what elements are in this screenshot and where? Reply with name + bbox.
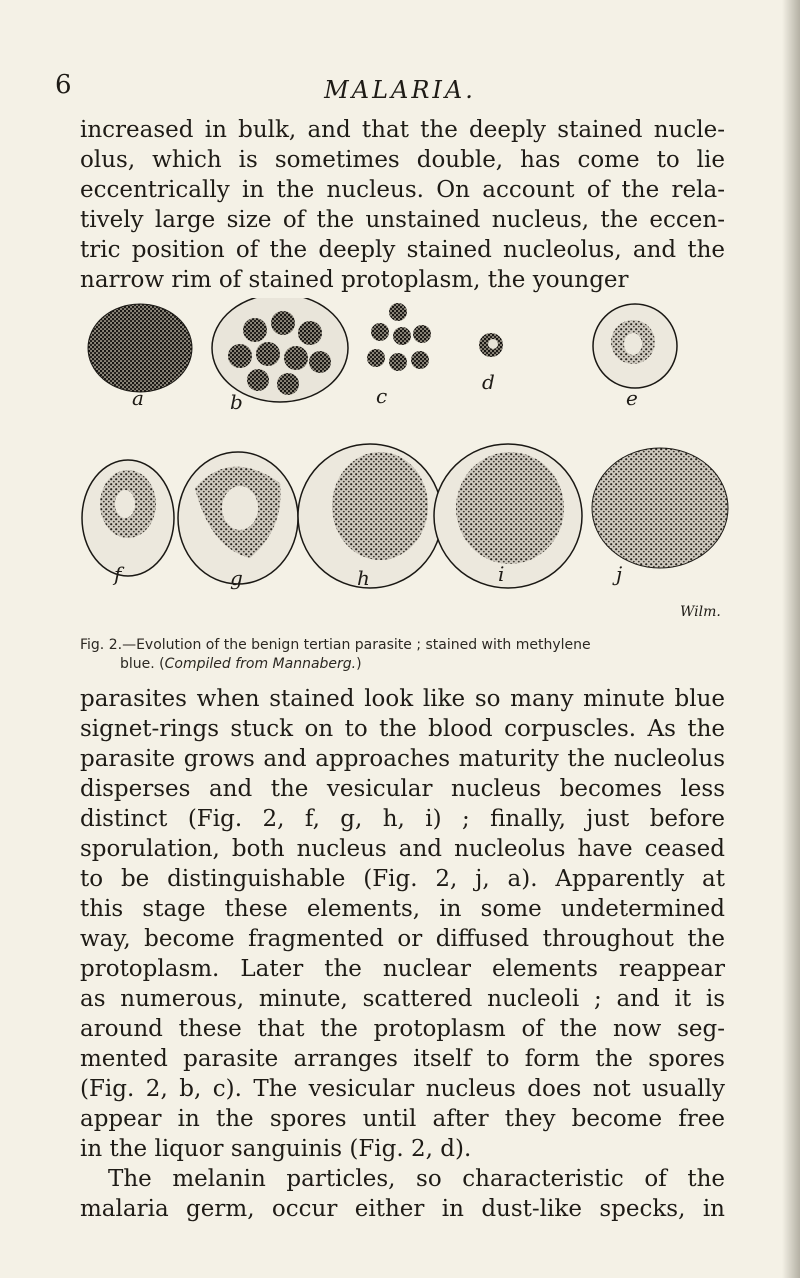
parasite-b (212, 298, 348, 402)
figure-caption (80, 636, 730, 674)
page-number: 6 (55, 70, 72, 100)
text-line: as numerous, minute, scattered nucleoli ; and it is (80, 986, 725, 1012)
text-line: parasite grows and approaches maturity the nucleolus (80, 746, 725, 772)
engraver-signature: Wilm. (680, 604, 721, 620)
parasite-i (434, 444, 582, 588)
running-head: MALARIA. (324, 76, 476, 104)
parasite-j (592, 448, 728, 568)
text-line: olus, which is sometimes double, has come to lie (80, 147, 725, 173)
text-line: narrow rim of stained protoplasm, the younger (80, 267, 629, 293)
text-line: way, become fragmented or diffused throughout the (80, 926, 725, 952)
figure-2 (80, 298, 730, 628)
figure-label-i: i (498, 562, 505, 586)
text-line: (Fig. 2, b, c). The vesicular nucleus does not usually (80, 1076, 725, 1102)
caption-line: Fig. 2.—Evolution of the benign tertian parasite ; stained with methylene (80, 637, 591, 653)
text-line: protoplasm. Later the nuclear elements reappear (80, 956, 725, 982)
text-line: around these that the protoplasm of the now seg- (80, 1016, 725, 1042)
parasite-e (593, 304, 677, 388)
text-line: disperses and the vesicular nucleus becomes less (80, 776, 725, 802)
text-line: eccentrically in the nucleus. On account of the rela- (80, 177, 725, 203)
text-line: this stage these elements, in some undetermined (80, 896, 725, 922)
parasite-c (367, 303, 431, 371)
text-line: signet-rings stuck on to the blood corpuscles. As the (80, 716, 725, 742)
figure-label-h: h (357, 566, 370, 590)
caption-text: blue. ( (120, 656, 165, 672)
paragraph-2 (80, 684, 725, 1224)
caption-line (80, 655, 730, 674)
text-line: The melanin particles, so characteristic of the (108, 1166, 725, 1192)
text-line: in the liquor sanguinis (Fig. 2, d). (80, 1136, 472, 1162)
paragraph-1 (80, 115, 725, 295)
parasite-a (88, 304, 192, 392)
text-line: appear in the spores until after they become free (80, 1106, 725, 1132)
parasite-f (82, 460, 174, 576)
parasite-g (178, 452, 298, 584)
parasite-h (298, 444, 442, 588)
page-edge-shadow (782, 0, 800, 1278)
text-line: distinct (Fig. 2, f, g, h, i) ; finally, just before (80, 806, 725, 832)
text-line: tively large size of the unstained nucleus, the eccen- (80, 207, 725, 233)
text-line: sporulation, both nucleus and nucleolus have ceased (80, 836, 725, 862)
figure-label-g: g (230, 566, 243, 590)
figure-label-d: d (482, 370, 495, 394)
figure-label-a: a (132, 386, 144, 410)
text-line: malaria germ, occur either in dust-like specks, in (80, 1196, 725, 1222)
parasite-illustration (80, 298, 730, 628)
caption-source: Compiled from Mannaberg. (164, 656, 357, 672)
text-line: mented parasite arranges itself to form the spores (80, 1046, 725, 1072)
figure-label-c: c (376, 384, 388, 408)
text-line: parasites when stained look like so many minute blue (80, 686, 725, 712)
parasite-d (479, 333, 503, 357)
caption-text: ) (356, 656, 362, 672)
text-line: tric position of the deeply stained nucleolus, and the (80, 237, 725, 263)
figure-label-b: b (230, 390, 243, 414)
figure-label-j: j (616, 562, 623, 586)
figure-label-f: f (114, 562, 122, 586)
text-line: increased in bulk, and that the deeply stained nucle- (80, 117, 725, 143)
figure-label-e: e (626, 386, 638, 410)
text-line: to be distinguishable (Fig. 2, j, a). Apparently at (80, 866, 725, 892)
